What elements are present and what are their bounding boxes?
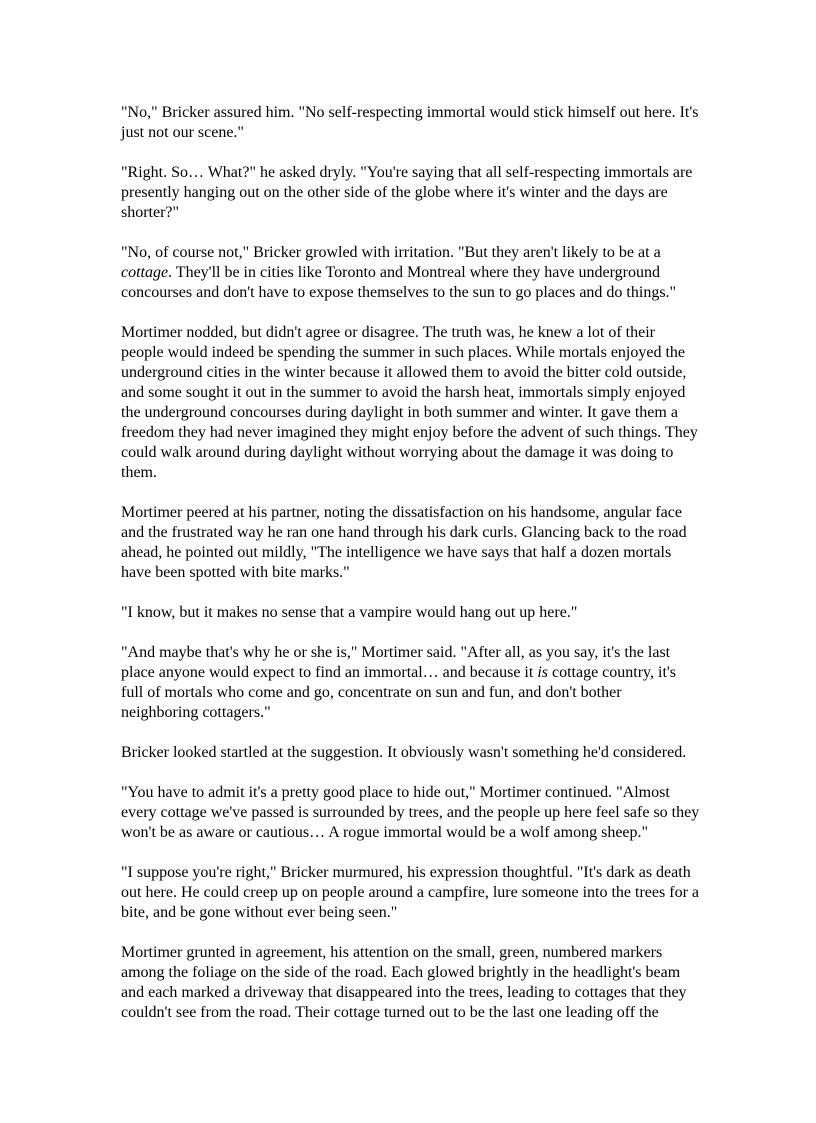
text-run: Mortimer grunted in agreement, his attention on the small, green, numbered markers among the foliage on the side of the road. Each glowed brightly in the headlight's beam and each marked a driveway that disappeared into the trees, leading to cottages that they couldn't see from the road. Their cottage turned out to be the last one leading off the (121, 944, 687, 1021)
text-run: cottage country, it's full of mortals who come and go, concentrate on sun and fun, and don't bother neighboring cottagers." (121, 664, 677, 721)
text-run: "I suppose you're right," Bricker murmured, his expression thoughtful. "It's dark as death out here. He could creep up on people around a campfire, lure someone into the trees for a bite, and be gone without ever being seen." (121, 864, 699, 921)
paragraph (121, 243, 701, 303)
paragraph (121, 643, 701, 723)
paragraph (121, 943, 701, 1023)
text-run: . They'll be in cities like Toronto and Montreal where they have underground concourses and don't have to expose themselves to the sun to go places and do things." (121, 264, 677, 301)
italic-text: cottage (121, 264, 169, 281)
body-text (121, 103, 701, 1023)
text-run: Bricker looked startled at the suggestion. It obviously wasn't something he'd considered. (121, 744, 687, 761)
paragraph (121, 163, 701, 223)
paragraph (121, 323, 701, 483)
text-run: "Right. So… What?" he asked dryly. "You're saying that all self-respecting immortals are presently hanging out on the other side of the globe where it's winter and the days are shorter?" (121, 164, 693, 221)
paragraph (121, 743, 701, 763)
text-run: "I know, but it makes no sense that a vampire would hang out up here." (121, 604, 578, 621)
paragraph (121, 503, 701, 583)
text-run: "You have to admit it's a pretty good place to hide out," Mortimer continued. "Almost every cottage we've passed is surrounded by trees, and the people up here feel safe so they won't be as aware or cautious… A rogue immortal would be a wolf among sheep." (121, 784, 700, 841)
text-run: Mortimer nodded, but didn't agree or disagree. The truth was, he knew a lot of their people would indeed be spending the summer in such places. While mortals enjoyed the underground cities in the winter because it allowed them to avoid the bitter cold outside, and some sought it out in the summer to avoid the harsh heat, immortals simply enjoyed the underground concourses during daylight in both summer and winter. It gave them a freedom they had never imagined they might enjoy before the advent of such things. They could walk around during daylight without worrying about the damage it was doing to them. (121, 324, 698, 481)
text-run: Mortimer peered at his partner, noting the dissatisfaction on his handsome, angular face and the frustrated way he ran one hand through his dark curls. Glancing back to the road ahead, he pointed out mildly, "The intelligence we have says that half a dozen mortals have been spotted with bite marks." (121, 504, 687, 581)
text-run: "No," Bricker assured him. "No self-respecting immortal would stick himself out here. It's just not our scene." (121, 104, 699, 141)
text-run: "And maybe that's why he or she is," Mortimer said. "After all, as you say, it's the last place anyone would expect to find an immortal… and because it (121, 644, 671, 681)
paragraph (121, 603, 701, 623)
paragraph (121, 103, 701, 143)
paragraph (121, 783, 701, 843)
italic-text: is (537, 664, 548, 681)
paragraph (121, 863, 701, 923)
text-run: "No, of course not," Bricker growled with irritation. "But they aren't likely to be at a (121, 244, 661, 261)
